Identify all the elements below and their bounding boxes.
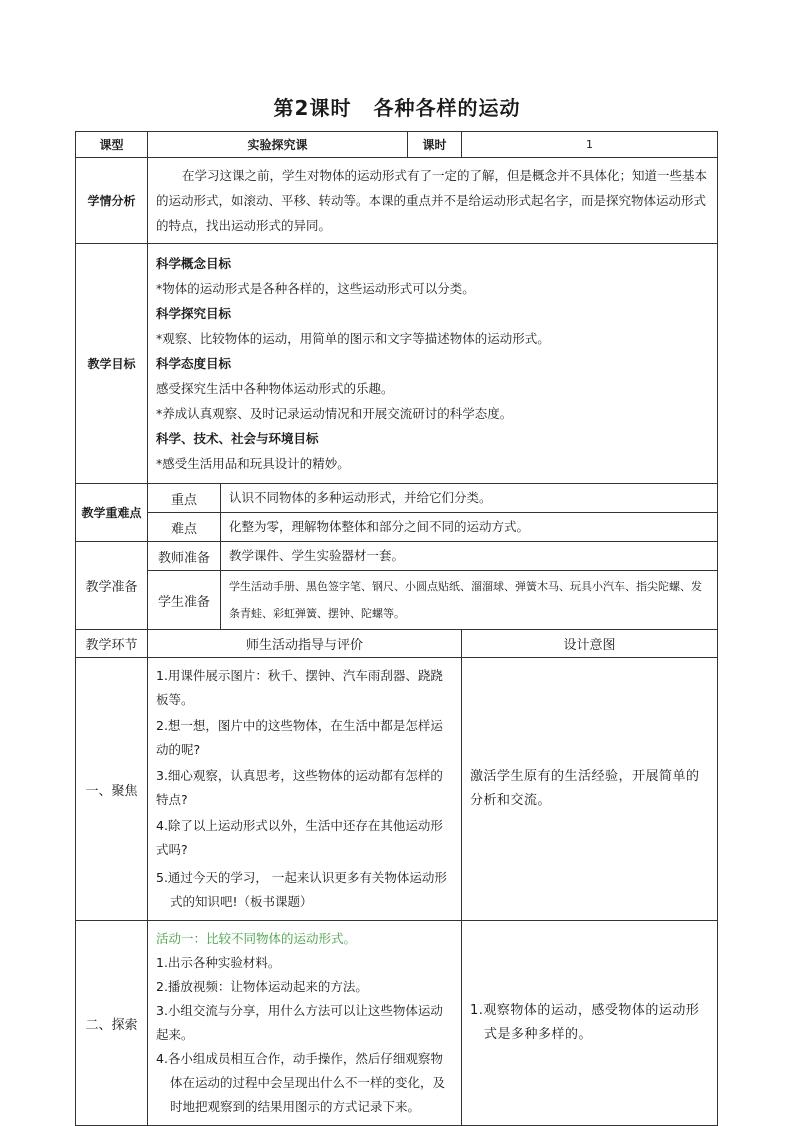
- info-row: [76, 132, 718, 158]
- type-label: 课型: [76, 132, 148, 158]
- stage-header: 教学环节: [76, 630, 148, 658]
- key-point-text: 认识不同物体的多种运动形式，并给它们分类。: [221, 484, 718, 513]
- goal-item: *养成认真观察、及时记录运动情况和开展交流研讨的科学态度。: [156, 406, 513, 421]
- activity-item: 4.除了以上运动形式以外，生活中还存在其他运动形式吗?: [156, 818, 443, 857]
- goal-heading: 科学概念目标: [156, 256, 232, 271]
- goal-heading: 科学探究目标: [156, 306, 232, 321]
- lesson-number: 第2课时: [273, 96, 352, 120]
- teacher-prep-label: 教师准备: [148, 542, 221, 571]
- hours-value: 1: [462, 132, 718, 158]
- activity-item: 3.小组交流与分享，用什么方法可以让这些物体运动起来。: [156, 1003, 443, 1042]
- stage-design: 激活学生原有的生活经验，开展简单的分析和交流。: [462, 658, 718, 921]
- activity-header: 师生活动指导与评价: [148, 630, 462, 658]
- type-value: 实验探究课: [148, 132, 408, 158]
- goal-item: 感受探究生活中各种物体运动形式的乐趣。: [156, 381, 394, 396]
- teacher-prep-text: 教学课件、学生实验器材一套。: [221, 542, 718, 571]
- student-prep-row: [76, 571, 718, 630]
- student-prep-label: 学生准备: [148, 571, 221, 630]
- goals-row: [76, 244, 718, 484]
- hours-label: 课时: [408, 132, 462, 158]
- activity-title: 活动一：比较不同物体的运动形式。: [156, 931, 357, 946]
- goal-item: *物体的运动形式是各种各样的，这些运动形式可以分类。: [156, 281, 475, 296]
- stage-activities: [148, 921, 462, 1126]
- difficulty-text: 化整为零，理解物体整体和部分之间不同的运动方式。: [221, 513, 718, 542]
- difficulty-label: 难点: [148, 513, 221, 542]
- prep-label: 教学准备: [76, 542, 148, 630]
- goal-heading: 科学态度目标: [156, 356, 232, 371]
- analysis-label: 学情分析: [76, 158, 148, 244]
- activity-item: 3.细心观察，认真思考，这些物体的运动都有怎样的特点?: [156, 768, 443, 807]
- activity-item: 5.通过今天的学习， 一起来认识更多有关物体运动形式的知识吧!（板书课题）: [156, 870, 447, 909]
- analysis-text: 在学习这课之前，学生对物体的运动形式有了一定的了解，但是概念并不具体化；知道一些基本的运动形式，如滚动、平移、转动等。本课的重点并不是给运动形式起名字，而是探究物体运动形式的特点，找出运动形式的异同。: [148, 158, 718, 244]
- goal-heading: 科学、技术、社会与环境目标: [156, 431, 319, 446]
- stage-name: 二、探索: [76, 921, 148, 1126]
- activity-item: 1.用课件展示图片：秋千、摆钟、汽车雨刮器、跷跷板等。: [156, 668, 443, 707]
- stage-name: 一、聚焦: [76, 658, 148, 921]
- keypoints-label: 教学重难点: [76, 484, 148, 542]
- design-header: 设计意图: [462, 630, 718, 658]
- activity-item: 1.出示各种实验材料。: [156, 955, 281, 970]
- goals-label: 教学目标: [76, 244, 148, 484]
- lesson-name: 各种各样的运动: [373, 96, 521, 120]
- goal-item: *感受生活用品和玩具设计的精妙。: [156, 456, 350, 471]
- page-title: [0, 92, 794, 121]
- difficulty-row: [76, 513, 718, 542]
- lesson-plan-table: [75, 131, 718, 1126]
- process-header-row: [76, 630, 718, 658]
- activity-item: 2.播放视频：让物体运动起来的方法。: [156, 979, 368, 994]
- analysis-row: [76, 158, 718, 244]
- stage-activities: [148, 658, 462, 921]
- goals-content: [148, 244, 718, 484]
- stage-row-explore: [76, 921, 718, 1126]
- key-point-label: 重点: [148, 484, 221, 513]
- teacher-prep-row: [76, 542, 718, 571]
- key-point-row: [76, 484, 718, 513]
- stage-design: 1.观察物体的运动，感受物体的运动形式是多种多样的。: [462, 921, 718, 1126]
- goal-item: *观察、比较物体的运动，用简单的图示和文字等描述物体的运动形式。: [156, 331, 550, 346]
- student-prep-text: 学生活动手册、黑色签字笔、钢尺、小圆点贴纸、溜溜球、弹簧木马、玩具小汽车、指尖陀螺、发条青蛙、彩虹弹簧、摆钟、陀螺等。: [221, 571, 718, 630]
- activity-item: 4.各小组成员相互合作，动手操作，然后仔细观察物体在运动的过程中会呈现出什么不一样的变化，及时地把观察到的结果用图示的方式记录下来。: [156, 1051, 446, 1114]
- activity-item: 2.想一想，图片中的这些物体，在生活中都是怎样运动的呢?: [156, 718, 443, 757]
- stage-row-focus: [76, 658, 718, 921]
